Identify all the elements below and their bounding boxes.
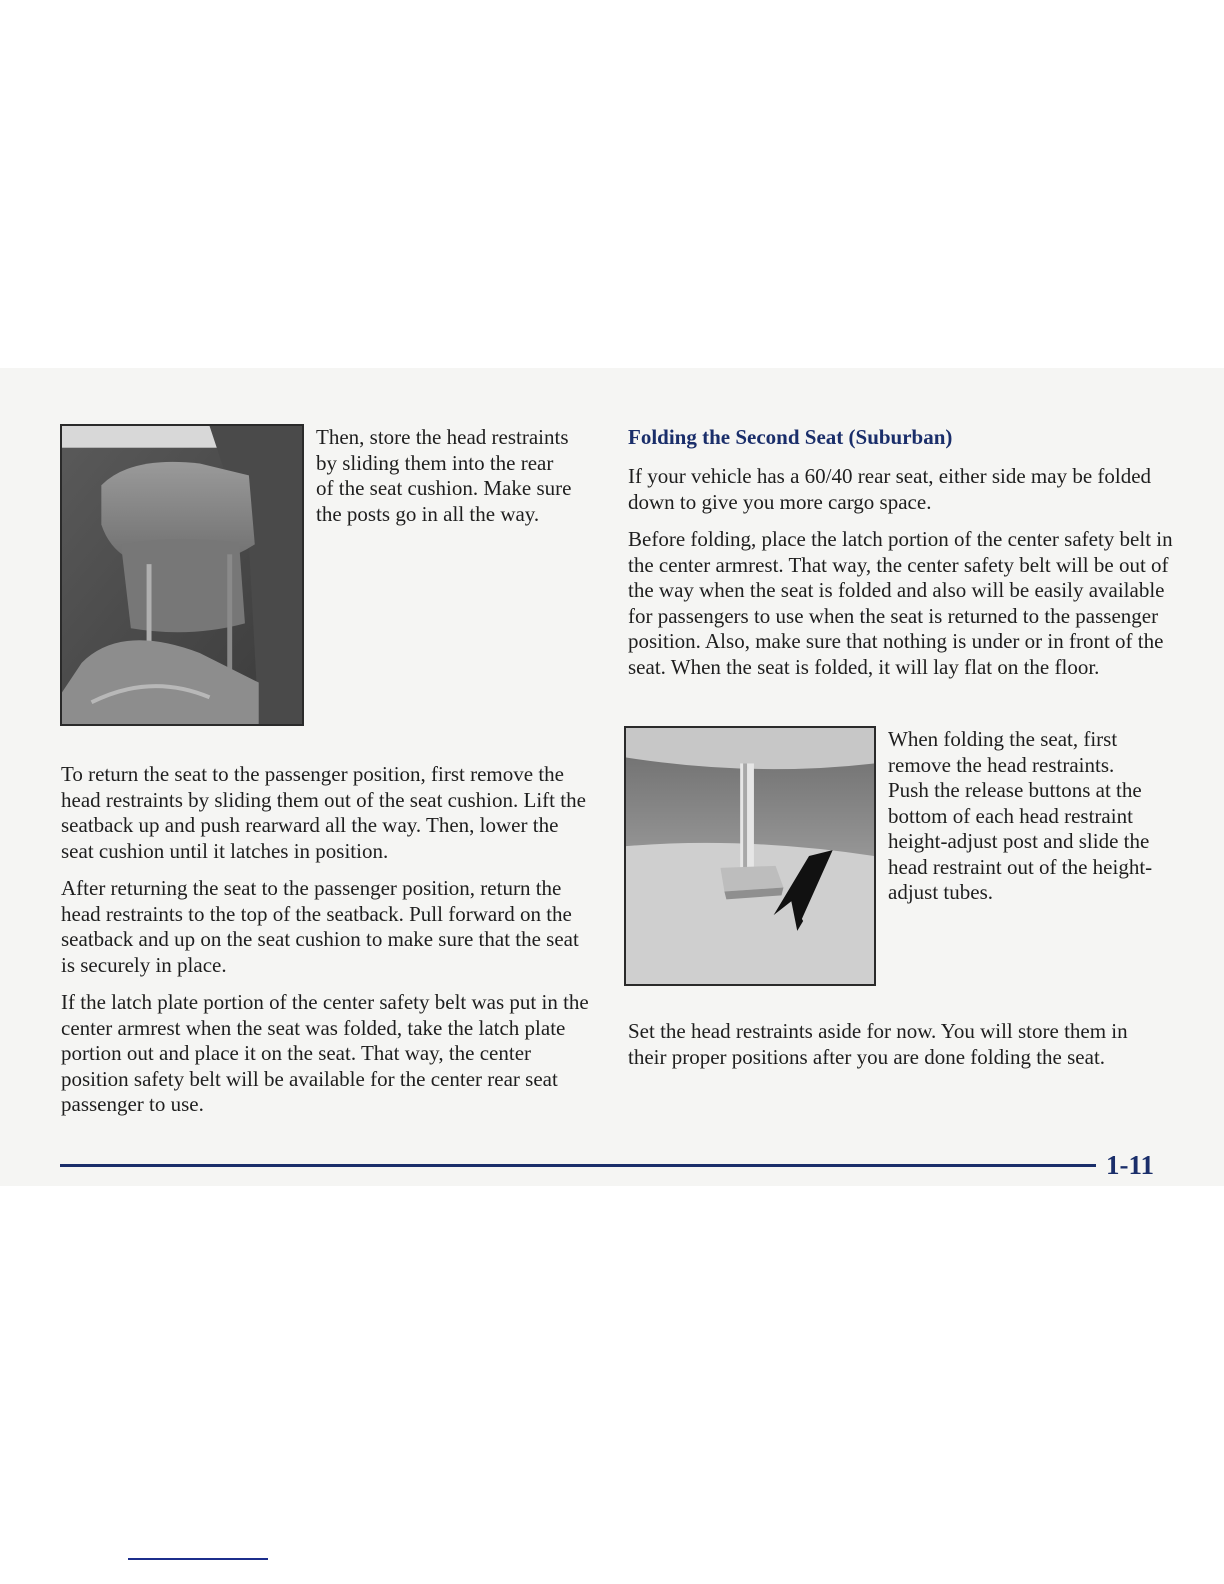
store-restraints-paragraph: Then, store the head restraints by sliding them into the rear of the seat cushion. Make sure the posts go in all the way. bbox=[316, 425, 572, 526]
section-heading: Folding the Second Seat (Suburban) bbox=[628, 425, 953, 449]
before-folding-paragraph: Before folding, place the latch portion of the center safety belt in the center armrest. That way, the center safety belt will be out of the way when the seat is folded and also will be easily available for passengers to use when the seat is returned to the passenger position. Also, make sure that nothing is under or in front of the seat. When the seat is folded, it will lay flat on the floor. bbox=[628, 527, 1173, 679]
remove-restraints-paragraph: When folding the seat, first remove the head restraints. Push the release buttons at the bottom of each head restraint height-adjust post and slide the head restraint out of the height-adjust tubes. bbox=[888, 727, 1153, 904]
page-number: 1-11 bbox=[1106, 1150, 1155, 1180]
fold-intro-paragraph: If your vehicle has a 60/40 rear seat, either side may be folded down to give you more cargo space. bbox=[628, 464, 1152, 514]
release-button-photo bbox=[624, 726, 876, 986]
after-returning-paragraph: After returning the seat to the passenger position, return the head restraints to the top of the seatback. Pull forward on the seatback and up on the seat cushion to make sure that the seat is securely in place. bbox=[61, 876, 579, 977]
footer-rule bbox=[60, 1164, 1096, 1167]
latch-plate-paragraph: If the latch plate portion of the center safety belt was put in the center armrest when the seat was folded, take the latch plate portion out and place it on the seat. That way, the center position safety belt will be available for the center rear seat passenger to use. bbox=[61, 990, 589, 1116]
bottom-divider bbox=[128, 1558, 268, 1560]
return-seat-paragraph: To return the seat to the passenger position, first remove the head restraints by sliding them out of the seat cushion. Lift the seatback up and push rearward all the way. Then, lower the seat cushion until it latches in position. bbox=[61, 762, 586, 863]
head-restraint-storage-photo bbox=[60, 424, 304, 726]
set-restraints-aside-paragraph: Set the head restraints aside for now. You will store them in their proper positions after you are done folding the seat. bbox=[628, 1019, 1128, 1069]
